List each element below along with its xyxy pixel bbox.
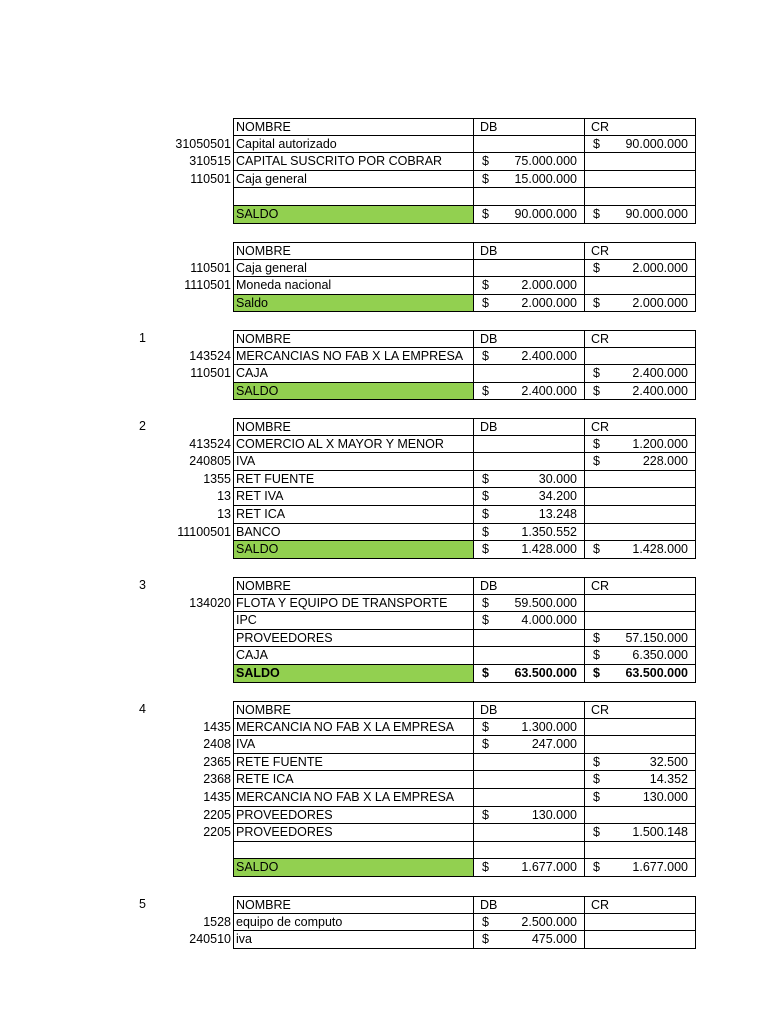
currency-symbol: $ <box>593 860 600 875</box>
account-code: 1435 <box>203 719 231 734</box>
account-name-cell[interactable]: CAJA <box>233 647 474 665</box>
account-name-cell[interactable]: PROVEEDORES <box>233 630 474 648</box>
header-row <box>0 577 768 595</box>
account-code: 2205 <box>203 807 231 822</box>
currency-symbol: $ <box>482 613 489 628</box>
debit-cell[interactable] <box>474 436 585 454</box>
saldo-debit-cell[interactable] <box>474 541 585 559</box>
account-name-cell[interactable]: Capital autorizado <box>233 136 474 154</box>
journal-table <box>0 896 768 949</box>
credit-cell[interactable] <box>585 842 696 860</box>
account-code: 2365 <box>203 754 231 769</box>
account-code: 310515 <box>189 154 231 169</box>
account-name-cell[interactable]: RETE ICA <box>233 771 474 789</box>
currency-symbol: $ <box>593 825 600 840</box>
debit-cell[interactable] <box>474 277 585 295</box>
saldo-debit-cell[interactable] <box>474 665 585 683</box>
debit-cell[interactable] <box>474 931 585 949</box>
account-code: 2205 <box>203 825 231 840</box>
account-name-cell[interactable]: Caja general <box>233 260 474 278</box>
currency-symbol: $ <box>593 772 600 787</box>
credit-cell[interactable] <box>585 488 696 506</box>
account-name-cell[interactable] <box>233 188 474 206</box>
table-row <box>0 914 768 932</box>
currency-symbol: $ <box>482 348 489 363</box>
table-row <box>0 453 768 471</box>
account-code: 13 <box>217 489 231 504</box>
table-row <box>0 524 768 542</box>
debit-cell[interactable] <box>474 736 585 754</box>
currency-symbol: $ <box>482 171 489 186</box>
currency-symbol: $ <box>482 542 489 557</box>
debit-cell[interactable] <box>474 136 585 154</box>
saldo-label[interactable]: SALDO <box>233 383 474 401</box>
header-db: DB <box>474 418 585 436</box>
credit-cell[interactable] <box>585 277 696 295</box>
currency-symbol: $ <box>482 914 489 929</box>
saldo-label[interactable]: SALDO <box>233 206 474 224</box>
entry-number: 1 <box>139 331 146 345</box>
account-name-cell[interactable]: IVA <box>233 736 474 754</box>
currency-symbol: $ <box>482 489 489 504</box>
entry-number: 3 <box>139 578 146 592</box>
currency-symbol: $ <box>482 278 489 293</box>
debit-cell[interactable] <box>474 789 585 807</box>
account-name-cell[interactable]: Caja general <box>233 171 474 189</box>
account-name-cell[interactable]: MERCANCIA NO FAB X LA EMPRESA <box>233 789 474 807</box>
table-row <box>0 188 768 206</box>
credit-cell[interactable] <box>585 365 696 383</box>
header-db: DB <box>474 896 585 914</box>
currency-symbol: $ <box>593 383 600 398</box>
account-code: 134020 <box>189 595 231 610</box>
debit-cell[interactable] <box>474 471 585 489</box>
journal-table <box>0 701 768 877</box>
header-nombre: NOMBRE <box>233 118 474 136</box>
credit-cell[interactable] <box>585 595 696 613</box>
account-name-cell[interactable]: MERCANCIAS NO FAB X LA EMPRESA <box>233 348 474 366</box>
currency-symbol: $ <box>482 295 489 310</box>
currency-symbol: $ <box>482 595 489 610</box>
currency-symbol: $ <box>482 932 489 947</box>
amount: 130.000 <box>642 789 688 804</box>
credit-cell[interactable] <box>585 789 696 807</box>
credit-cell[interactable] <box>585 824 696 842</box>
credit-cell[interactable] <box>585 719 696 737</box>
currency-symbol: $ <box>482 665 489 680</box>
saldo-credit-cell[interactable] <box>585 665 696 683</box>
account-code: 110501 <box>190 260 231 275</box>
credit-cell[interactable] <box>585 136 696 154</box>
credit-cell[interactable] <box>585 506 696 524</box>
table-row <box>0 506 768 524</box>
table-row <box>0 630 768 648</box>
credit-cell[interactable] <box>585 171 696 189</box>
header-db: DB <box>474 242 585 260</box>
account-name-cell[interactable]: RET IVA <box>233 488 474 506</box>
debit-cell[interactable] <box>474 754 585 772</box>
amount: 1.350.552 <box>521 524 577 539</box>
currency-symbol: $ <box>593 630 600 645</box>
amount: 57.150.000 <box>625 630 688 645</box>
credit-cell[interactable] <box>585 453 696 471</box>
currency-symbol: $ <box>482 383 489 398</box>
header-nombre: NOMBRE <box>233 242 474 260</box>
amount: 2.000.000 <box>521 278 577 293</box>
amount: 228.000 <box>642 454 688 469</box>
saldo-label[interactable]: SALDO <box>233 541 474 559</box>
account-name-cell[interactable]: IPC <box>233 612 474 630</box>
account-name-cell[interactable]: FLOTA Y EQUIPO DE TRANSPORTE <box>233 595 474 613</box>
amount: 2.400.000 <box>521 383 577 398</box>
journal-table <box>0 242 768 312</box>
amount: 475.000 <box>531 932 577 947</box>
currency-symbol: $ <box>482 524 489 539</box>
debit-cell[interactable] <box>474 506 585 524</box>
amount: 1.500.148 <box>632 825 688 840</box>
table-row <box>0 136 768 154</box>
account-code: 1355 <box>203 471 231 486</box>
account-name-cell[interactable]: PROVEEDORES <box>233 807 474 825</box>
saldo-label[interactable]: Saldo <box>233 295 474 313</box>
saldo-credit-cell[interactable] <box>585 859 696 877</box>
table-row <box>0 153 768 171</box>
account-name-cell[interactable]: Moneda nacional <box>233 277 474 295</box>
table-row <box>0 277 768 295</box>
debit-cell[interactable] <box>474 914 585 932</box>
saldo-row <box>0 859 768 877</box>
currency-symbol: $ <box>593 366 600 381</box>
account-code: 2368 <box>203 772 231 787</box>
account-name-cell[interactable]: RETE FUENTE <box>233 754 474 772</box>
table-row <box>0 824 768 842</box>
currency-symbol: $ <box>482 206 489 221</box>
account-name-cell[interactable]: equipo de computo <box>233 914 474 932</box>
table-row <box>0 842 768 860</box>
debit-cell[interactable] <box>474 188 585 206</box>
credit-cell[interactable] <box>585 736 696 754</box>
amount: 63.500.000 <box>514 665 577 680</box>
credit-cell[interactable] <box>585 914 696 932</box>
credit-cell[interactable] <box>585 153 696 171</box>
header-cr: CR <box>585 577 696 595</box>
table-row <box>0 595 768 613</box>
amount: 130.000 <box>531 807 577 822</box>
amount: 1.300.000 <box>521 719 577 734</box>
amount: 75.000.000 <box>514 154 577 169</box>
amount: 34.200 <box>538 489 577 504</box>
currency-symbol: $ <box>593 789 600 804</box>
currency-symbol: $ <box>593 260 600 275</box>
saldo-row <box>0 206 768 224</box>
currency-symbol: $ <box>593 295 600 310</box>
account-code: 1528 <box>203 914 231 929</box>
amount: 15.000.000 <box>514 171 577 186</box>
account-code: 31050501 <box>175 136 231 151</box>
account-name-cell[interactable]: CAJA <box>233 365 474 383</box>
account-name-cell[interactable]: RET FUENTE <box>233 471 474 489</box>
amount: 2.400.000 <box>632 366 688 381</box>
table-row <box>0 488 768 506</box>
credit-cell[interactable] <box>585 630 696 648</box>
saldo-credit-cell[interactable] <box>585 383 696 401</box>
currency-symbol: $ <box>593 665 600 680</box>
header-cr: CR <box>585 896 696 914</box>
debit-cell[interactable] <box>474 719 585 737</box>
amount: 2.000.000 <box>521 295 577 310</box>
header-nombre: NOMBRE <box>233 330 474 348</box>
amount: 1.200.000 <box>632 436 688 451</box>
amount: 2.000.000 <box>632 295 688 310</box>
saldo-credit-cell[interactable] <box>585 206 696 224</box>
header-db: DB <box>474 701 585 719</box>
table-row <box>0 719 768 737</box>
account-code: 143524 <box>189 348 231 363</box>
journal-table <box>0 418 768 559</box>
saldo-label[interactable]: SALDO <box>233 859 474 877</box>
currency-symbol: $ <box>593 136 600 151</box>
amount: 6.350.000 <box>632 648 688 663</box>
saldo-credit-cell[interactable] <box>585 541 696 559</box>
credit-cell[interactable] <box>585 647 696 665</box>
amount: 90.000.000 <box>625 206 688 221</box>
saldo-credit-cell[interactable] <box>585 295 696 313</box>
account-name-cell[interactable]: PROVEEDORES <box>233 824 474 842</box>
account-name-cell[interactable]: IVA <box>233 453 474 471</box>
credit-cell[interactable] <box>585 754 696 772</box>
table-row <box>0 754 768 772</box>
debit-cell[interactable] <box>474 595 585 613</box>
table-row <box>0 771 768 789</box>
saldo-debit-cell[interactable] <box>474 383 585 401</box>
entry-number: 5 <box>139 897 146 911</box>
debit-cell[interactable] <box>474 153 585 171</box>
journal-table <box>0 577 768 683</box>
account-name-cell[interactable] <box>233 842 474 860</box>
amount: 14.352 <box>649 772 688 787</box>
table-row <box>0 365 768 383</box>
account-code: 11100501 <box>177 524 231 539</box>
credit-cell[interactable] <box>585 612 696 630</box>
header-cr: CR <box>585 418 696 436</box>
header-nombre: NOMBRE <box>233 896 474 914</box>
amount: 90.000.000 <box>514 206 577 221</box>
currency-symbol: $ <box>593 648 600 663</box>
table-row <box>0 436 768 454</box>
header-row <box>0 330 768 348</box>
currency-symbol: $ <box>482 737 489 752</box>
debit-cell[interactable] <box>474 771 585 789</box>
amount: 2.000.000 <box>632 260 688 275</box>
debit-cell[interactable] <box>474 612 585 630</box>
account-name-cell[interactable]: CAPITAL SUSCRITO POR COBRAR <box>233 153 474 171</box>
credit-cell[interactable] <box>585 771 696 789</box>
header-db: DB <box>474 118 585 136</box>
header-row <box>0 896 768 914</box>
currency-symbol: $ <box>593 754 600 769</box>
credit-cell[interactable] <box>585 348 696 366</box>
currency-symbol: $ <box>482 154 489 169</box>
header-db: DB <box>474 330 585 348</box>
debit-cell[interactable] <box>474 842 585 860</box>
saldo-debit-cell[interactable] <box>474 206 585 224</box>
account-code: 13 <box>217 506 231 521</box>
entry-number: 2 <box>139 419 146 433</box>
debit-cell[interactable] <box>474 630 585 648</box>
amount: 63.500.000 <box>625 665 688 680</box>
currency-symbol: $ <box>482 471 489 486</box>
credit-cell[interactable] <box>585 260 696 278</box>
account-name-cell[interactable]: MERCANCIA NO FAB X LA EMPRESA <box>233 719 474 737</box>
debit-cell[interactable] <box>474 365 585 383</box>
currency-symbol: $ <box>593 436 600 451</box>
debit-cell[interactable] <box>474 524 585 542</box>
table-row <box>0 789 768 807</box>
debit-cell[interactable] <box>474 348 585 366</box>
debit-cell[interactable] <box>474 453 585 471</box>
credit-cell[interactable] <box>585 807 696 825</box>
currency-symbol: $ <box>482 807 489 822</box>
amount: 2.500.000 <box>521 914 577 929</box>
amount: 90.000.000 <box>625 136 688 151</box>
credit-cell[interactable] <box>585 471 696 489</box>
header-nombre: NOMBRE <box>233 577 474 595</box>
account-code: 1110501 <box>184 278 231 293</box>
header-nombre: NOMBRE <box>233 418 474 436</box>
debit-cell[interactable] <box>474 807 585 825</box>
account-name-cell[interactable]: BANCO <box>233 524 474 542</box>
header-row <box>0 242 768 260</box>
journal-table <box>0 118 768 224</box>
header-row <box>0 701 768 719</box>
account-code: 110501 <box>190 171 231 186</box>
table-row <box>0 260 768 278</box>
amount: 2.400.000 <box>632 383 688 398</box>
table-row <box>0 612 768 630</box>
table-row <box>0 171 768 189</box>
account-code: 110501 <box>190 366 231 381</box>
table-row <box>0 471 768 489</box>
currency-symbol: $ <box>593 454 600 469</box>
credit-cell[interactable] <box>585 188 696 206</box>
saldo-row <box>0 383 768 401</box>
table-row <box>0 736 768 754</box>
amount: 1.677.000 <box>632 860 688 875</box>
account-name-cell[interactable]: iva <box>233 931 474 949</box>
account-name-cell[interactable]: COMERCIO AL X MAYOR Y MENOR <box>233 436 474 454</box>
amount: 2.400.000 <box>521 348 577 363</box>
amount: 32.500 <box>649 754 688 769</box>
debit-cell[interactable] <box>474 488 585 506</box>
header-cr: CR <box>585 118 696 136</box>
table-row <box>0 647 768 665</box>
header-nombre: NOMBRE <box>233 701 474 719</box>
header-cr: CR <box>585 242 696 260</box>
account-code: 2408 <box>203 737 231 752</box>
currency-symbol: $ <box>593 542 600 557</box>
debit-cell[interactable] <box>474 824 585 842</box>
header-row <box>0 118 768 136</box>
amount: 247.000 <box>531 737 577 752</box>
table-row <box>0 931 768 949</box>
saldo-row <box>0 541 768 559</box>
account-code: 413524 <box>189 436 231 451</box>
amount: 1.677.000 <box>521 860 577 875</box>
debit-cell[interactable] <box>474 260 585 278</box>
amount: 1.428.000 <box>632 542 688 557</box>
currency-symbol: $ <box>593 206 600 221</box>
amount: 1.428.000 <box>521 542 577 557</box>
amount: 13.248 <box>538 506 577 521</box>
credit-cell[interactable] <box>585 524 696 542</box>
currency-symbol: $ <box>482 860 489 875</box>
amount: 4.000.000 <box>521 613 577 628</box>
amount: 59.500.000 <box>514 595 577 610</box>
saldo-debit-cell[interactable] <box>474 859 585 877</box>
saldo-row <box>0 665 768 683</box>
saldo-row <box>0 295 768 313</box>
header-row <box>0 418 768 436</box>
debit-cell[interactable] <box>474 171 585 189</box>
account-code: 240805 <box>189 454 231 469</box>
saldo-debit-cell[interactable] <box>474 295 585 313</box>
currency-symbol: $ <box>482 506 489 521</box>
header-cr: CR <box>585 330 696 348</box>
account-code: 1435 <box>203 789 231 804</box>
credit-cell[interactable] <box>585 436 696 454</box>
header-db: DB <box>474 577 585 595</box>
journal-table <box>0 330 768 400</box>
debit-cell[interactable] <box>474 647 585 665</box>
amount: 30.000 <box>538 471 577 486</box>
header-cr: CR <box>585 701 696 719</box>
currency-symbol: $ <box>482 719 489 734</box>
saldo-label[interactable]: SALDO <box>233 665 474 683</box>
account-code: 240510 <box>189 932 231 947</box>
table-row <box>0 348 768 366</box>
table-row <box>0 807 768 825</box>
entry-number: 4 <box>139 702 146 716</box>
account-name-cell[interactable]: RET ICA <box>233 506 474 524</box>
credit-cell[interactable] <box>585 931 696 949</box>
